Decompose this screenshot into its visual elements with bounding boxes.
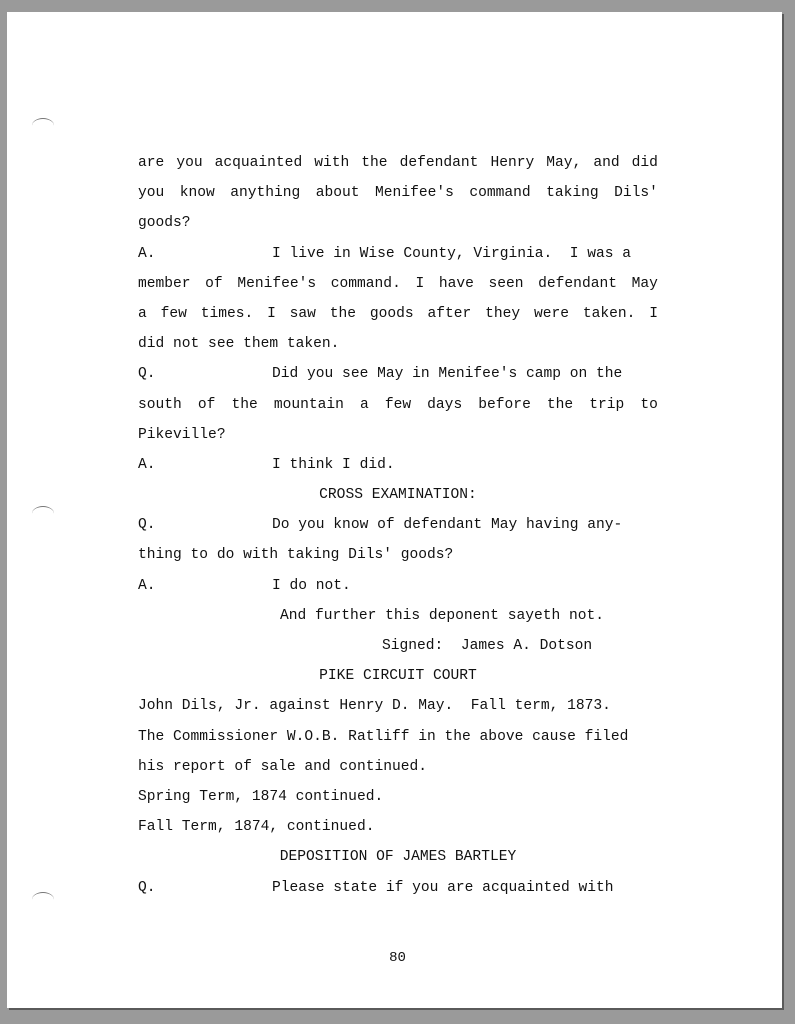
word: goods bbox=[369, 305, 414, 322]
word: I bbox=[267, 305, 276, 322]
word: are bbox=[138, 155, 165, 171]
word: a bbox=[359, 396, 369, 413]
qa-label: Q. bbox=[138, 366, 156, 383]
qa-text: Please state if you are acquainted with bbox=[272, 879, 614, 896]
word: did bbox=[631, 155, 658, 171]
binder-hole-mark bbox=[32, 506, 54, 521]
word: Dils' bbox=[614, 185, 658, 202]
word: May, bbox=[546, 155, 582, 171]
answer-line bbox=[138, 571, 658, 601]
word: member bbox=[138, 275, 191, 292]
qa-label: A. bbox=[138, 577, 156, 594]
qa-label: A. bbox=[138, 245, 156, 262]
binder-hole-mark bbox=[32, 118, 54, 133]
word: a bbox=[138, 305, 147, 322]
text-line bbox=[138, 269, 658, 299]
word: of bbox=[205, 275, 223, 292]
word: after bbox=[427, 305, 472, 322]
word: days bbox=[427, 396, 463, 413]
text-line: did not see them taken. bbox=[138, 336, 340, 353]
section-heading: PIKE CIRCUIT COURT bbox=[319, 668, 477, 685]
question-line bbox=[138, 359, 658, 389]
qa-label: Q. bbox=[138, 879, 156, 896]
word: with bbox=[314, 155, 350, 171]
word: before bbox=[478, 396, 531, 413]
word: acquainted bbox=[214, 155, 303, 171]
word: the bbox=[361, 155, 388, 171]
word: May bbox=[631, 275, 658, 292]
qa-text: I do not. bbox=[272, 577, 351, 594]
word: south bbox=[138, 396, 182, 413]
text-line: John Dils, Jr. against Henry D. May. Fall term, 1873. bbox=[138, 698, 611, 715]
text-line: Pikeville? bbox=[138, 426, 226, 443]
word: few bbox=[384, 396, 412, 413]
word: were bbox=[534, 305, 570, 322]
text-line: his report of sale and continued. bbox=[138, 758, 428, 775]
text-line: The Commissioner W.O.B. Ratliff in the above cause filed bbox=[138, 728, 629, 745]
text-line: Fall Term, 1874, continued. bbox=[138, 819, 375, 836]
qa-text: I think I did. bbox=[272, 456, 395, 473]
text-line bbox=[138, 178, 658, 208]
word: seen bbox=[488, 275, 524, 292]
qa-text: Did you see May in Menifee's camp on the bbox=[272, 366, 623, 383]
word: Menifee's bbox=[237, 275, 317, 292]
word: have bbox=[438, 275, 474, 292]
answer-line bbox=[138, 450, 658, 480]
question-line bbox=[138, 510, 658, 540]
word: command. bbox=[330, 275, 401, 292]
signature-line: Signed: James A. Dotson bbox=[382, 638, 593, 654]
word: saw bbox=[289, 305, 316, 322]
word: about bbox=[315, 185, 360, 202]
section-heading: DEPOSITION OF JAMES BARTLEY bbox=[279, 849, 517, 866]
answer-line bbox=[138, 239, 658, 269]
section-heading: CROSS EXAMINATION: bbox=[319, 487, 477, 504]
word: defendant bbox=[538, 275, 617, 292]
word: of bbox=[197, 396, 216, 413]
word: the bbox=[231, 396, 258, 413]
word: taking bbox=[546, 185, 599, 202]
page-number: 80 bbox=[389, 950, 406, 966]
qa-text: Do you know of defendant May having any- bbox=[272, 517, 623, 534]
word: defendant bbox=[399, 155, 479, 171]
text-line bbox=[138, 299, 658, 329]
word: the bbox=[329, 305, 357, 322]
word: know bbox=[179, 185, 215, 202]
word: and bbox=[593, 155, 620, 171]
binder-hole-mark bbox=[32, 892, 54, 907]
word: they bbox=[485, 305, 521, 322]
word: to bbox=[640, 396, 658, 413]
word: the bbox=[546, 396, 574, 413]
question-line bbox=[138, 873, 658, 903]
word: I bbox=[649, 305, 658, 322]
qa-label: A. bbox=[138, 456, 156, 473]
document-body bbox=[138, 148, 658, 903]
text-line: goods? bbox=[138, 215, 191, 232]
qa-label: Q. bbox=[138, 517, 156, 534]
text-line bbox=[138, 148, 658, 178]
word: taken. bbox=[582, 305, 636, 322]
word: command bbox=[469, 185, 531, 202]
text-line bbox=[138, 390, 658, 420]
word: you bbox=[176, 155, 203, 171]
word: you bbox=[138, 185, 165, 202]
text-line: thing to do with taking Dils' goods? bbox=[138, 547, 454, 564]
qa-text: I live in Wise County, Virginia. I was a bbox=[272, 245, 632, 262]
word: I bbox=[415, 275, 425, 292]
word: few bbox=[160, 305, 187, 322]
text-line: Spring Term, 1874 continued. bbox=[138, 788, 384, 805]
closing-line: And further this deponent sayeth not. bbox=[280, 607, 605, 624]
word: Menifee's bbox=[375, 185, 454, 202]
word: Henry bbox=[490, 155, 535, 171]
word: trip bbox=[589, 396, 625, 413]
word: anything bbox=[230, 185, 301, 202]
word: times. bbox=[200, 305, 254, 322]
word: mountain bbox=[273, 396, 344, 413]
